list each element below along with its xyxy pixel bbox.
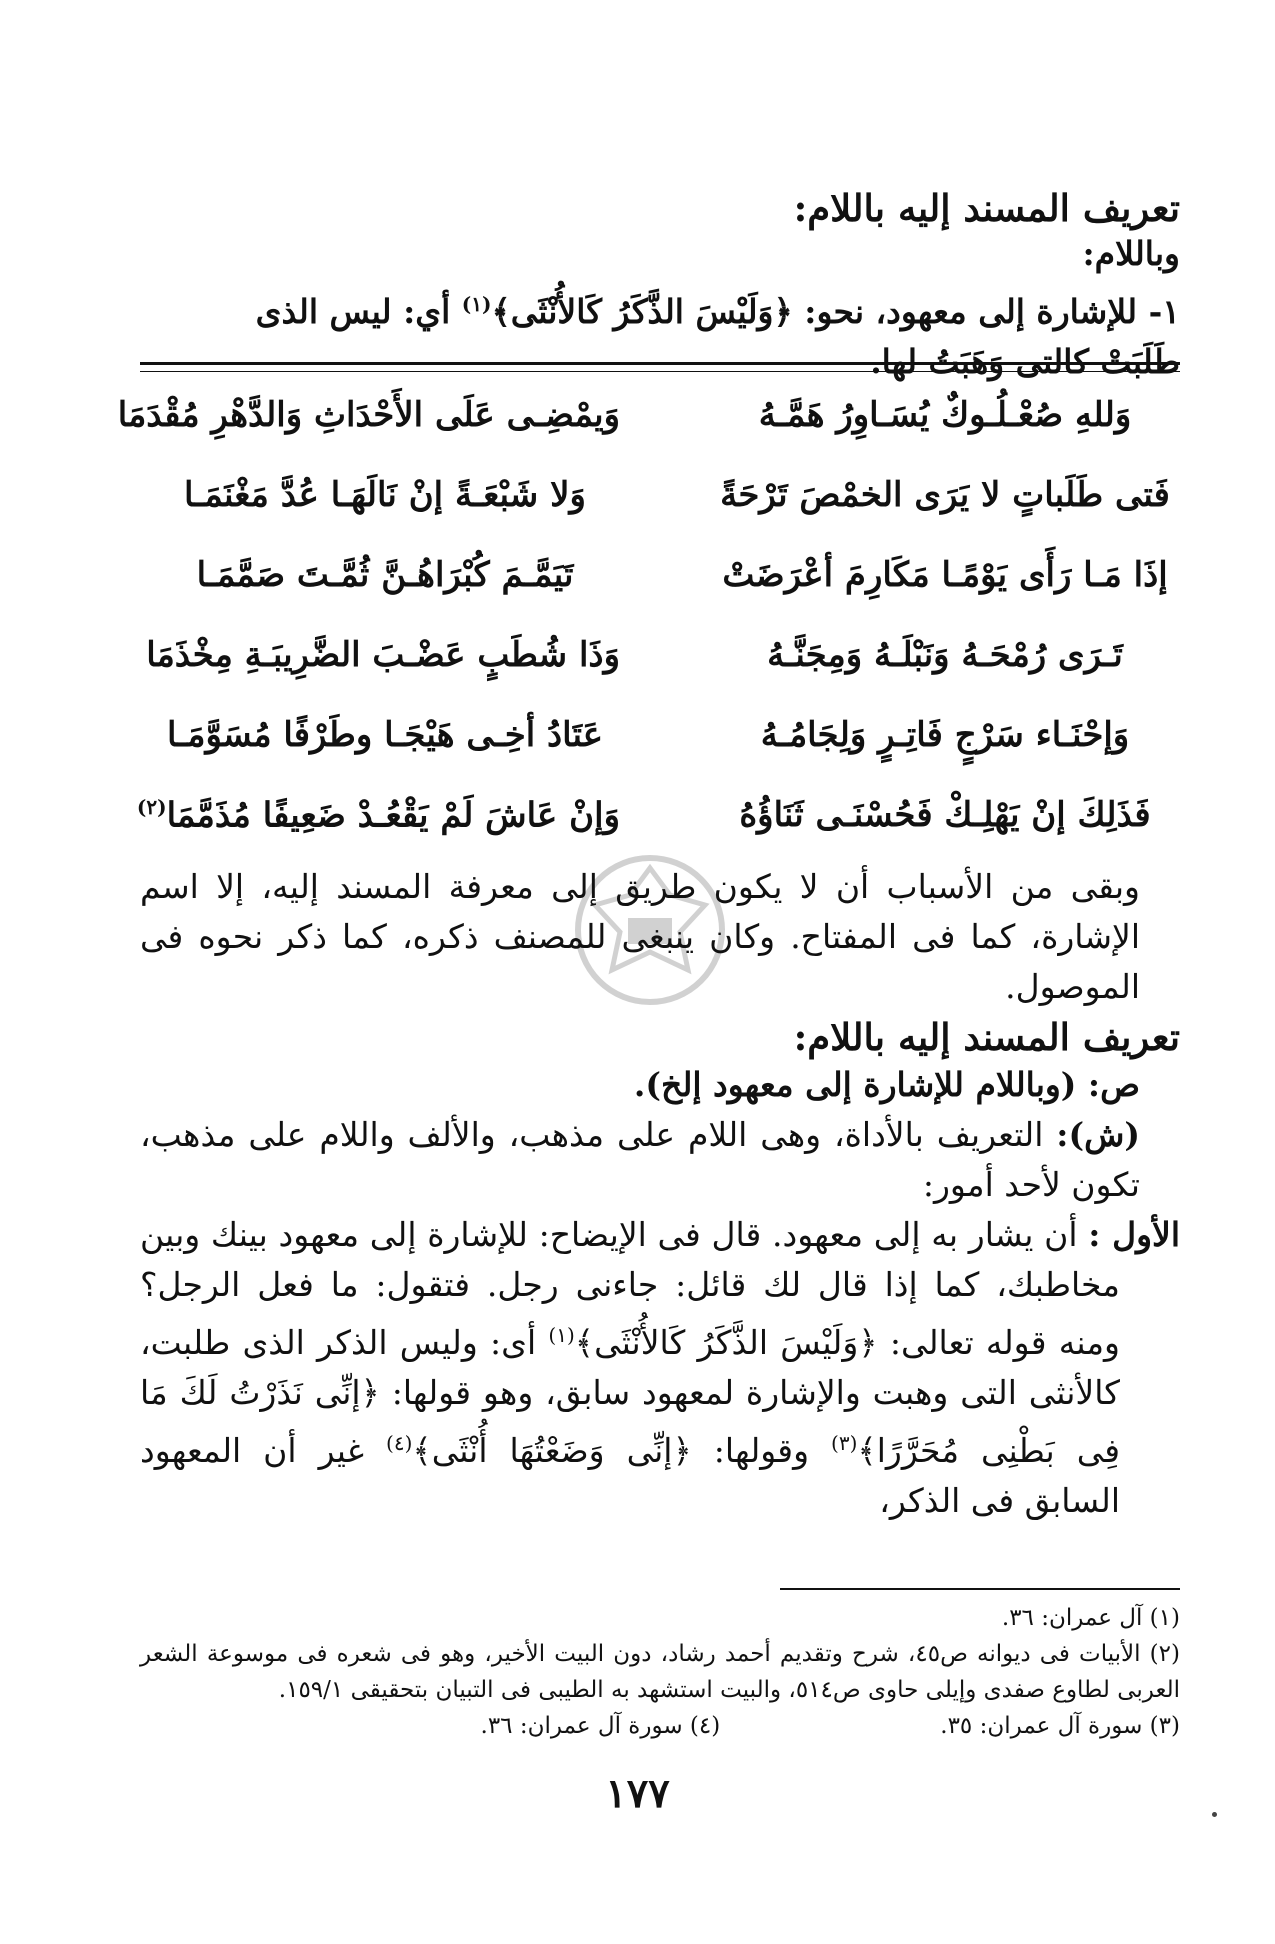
section-subtitle: وباللام:: [1082, 234, 1180, 273]
footnote-ref: (١): [461, 292, 492, 316]
sad-label: ص:: [1087, 1065, 1140, 1104]
verse-row: [146, 620, 1180, 690]
scan-speck: [1212, 1812, 1217, 1817]
section-title: تعريف المسند إليه باللام:: [793, 186, 1180, 230]
item-1-text-line2: طَلَبَتْ كالتى وَهَبَتُ لها.: [870, 342, 1180, 381]
sad-line: [140, 1060, 1180, 1110]
footnote-ref: (٤): [386, 1431, 413, 1455]
first-label: الأول :: [1088, 1215, 1181, 1254]
verse-left-hemistich: وَلا شَبْعَـةً إنْ نَالَهَـا عُدَّ مَغْنَمَـا: [184, 475, 586, 515]
shin-label: (ش):: [1056, 1115, 1140, 1154]
verse-right-hemistich: تَـرَى رُمْحَـهُ وَنَبْلَـهُ وَمِجَنَّـهُ: [767, 635, 1123, 675]
footnote-4: (٤) سورة آل عمران: ٣٦.: [480, 1713, 721, 1739]
shin-text: التعريف بالأداة، وهى اللام على مذهب، والألف واللام على مذهب، تكون لأحد أمور:: [140, 1115, 1140, 1204]
footnote-separator: [780, 1588, 1180, 1590]
verse-right-hemistich: وَإحْنَـاء سَرْجٍ فَاتِـرٍ وَلِجَامُـهُ: [760, 715, 1130, 755]
footnote-1: (١) آل عمران: ٣٦.: [1001, 1605, 1180, 1631]
verse-left-hemistich: تَيَمَّـمَ كُبْرَاهُـنَّ ثُمَّـتَ صَمَّمَـا: [196, 555, 574, 595]
footnote-ref: (٣): [831, 1431, 858, 1455]
paragraph: وبقى من الأسباب أن لا يكون طريق إلى معرفة المسند إليه، إلا اسم الإشارة، كما فى المفتاح. وكان ينبغى للمصنف ذكره، كما ذكر نحوه فى الموصول.: [140, 867, 1140, 1006]
item-1-text: ١- للإشارة إلى معهود، نحو: ﴿وَلَيْسَ الذَّكَرُ كَالأُنْثَى﴾: [491, 292, 1180, 331]
verse-row: [150, 700, 1180, 770]
footnote-ref: (١): [548, 1323, 575, 1347]
main-text: [140, 862, 1180, 1526]
footnotes: [140, 1600, 1180, 1744]
footnote-ref: (٢): [136, 794, 167, 819]
section-1: [140, 185, 1180, 387]
verse-right-hemistich: وَللهِ صُعْـلُـوكٌ يُسَـاوِرُ هَمَّـهُ: [758, 395, 1132, 435]
shin-paragraph: [140, 1110, 1180, 1210]
verse-row: [136, 780, 1180, 850]
item-1-text-end: أي: ليس الذى: [255, 292, 462, 331]
verse-left-hemistich: وَذَا شُطَبٍ عَضْـبَ الضَّرِيبَـةِ مِخْذَمَا: [146, 635, 620, 675]
verse-left-hemistich: وَيمْضِـى عَلَى الأَحْدَاثِ وَالدَّهْرِ مُقْدَمَا: [117, 395, 620, 435]
divider: [140, 362, 1180, 372]
verse-row: [150, 540, 1180, 610]
verse-row: [117, 380, 1180, 450]
footnote-2: (٢) الأبيات فى ديوانه ص٤٥، شرح وتقديم أحمد رشاد، دون البيت الأخير، وهو فى شعره فى موسوعة الشعر العربى لطاوع صفدى وإيلى حاوى ص٥١٤، والبيت استشهد به الطيبى فى التبيان بتحقيقى ١٥٩/١.: [140, 1641, 1180, 1703]
verse-row: [150, 460, 1180, 530]
verse-left-hemistich: عَتَادُ أخِـى هَيْجَـا وطَرْفًا مُسَوَّمَـا: [166, 715, 604, 755]
sad-text: (وباللام للإشارة إلى معهود إلخ).: [633, 1065, 1088, 1104]
first-paragraph: الأول : أن يشار به إلى معهود. قال فى الإيضاح: للإشارة إلى معهود بينك وبين مخاطبك، كما إذا قال لك قائل: جاءنى رجل. فتقول: ما فعل الرجل؟ ومنه قوله تعالى: ﴿وَلَيْسَ الذَّكَرُ كَالأُنْثَى﴾$^{(١)}$ أى: وليس الذكر الذى طلبت، كالأنثى التى وهبت والإشارة لمعهود سابق، وهو قولها: ﴿إنِّى نَذَرْتُ لَكَ مَا فِى بَطْنِى مُحَرَّرًا﴾$^{(٣)}$ وقولها: ﴿إنِّى وَضَعْتُهَا أُنْثَى﴾$^{(٤)}$ غير أن المعهود السابق فى الذكر،: [140, 1215, 1181, 1520]
verse-right-hemistich: فَتى طَلَباتٍ لا يَرَى الخمْصَ تَرْحَةً: [720, 475, 1170, 515]
footnote-row: [140, 1708, 1180, 1744]
page-number: ١٧٧: [605, 1770, 670, 1817]
footnote-3: (٣) سورة آل عمران: ٣٥.: [940, 1713, 1180, 1739]
section-title: تعريف المسند إليه باللام:: [793, 1015, 1180, 1059]
verse-right-hemistich: إذَا مَـا رَأَى يَوْمًـا مَكَارِمَ أعْرَضَتْ: [722, 555, 1168, 595]
verse-left-hemistich: وَإنْ عَاشَ لَمْ يَقْعُـدْ ضَعِيفًا مُذَمَّمَا$^{(٢)}$: [136, 794, 620, 836]
verse-right-hemistich: فَذَلِكَ إنْ يَهْلِـكْ فَحُسْنَـى ثَنَاؤُهُ: [739, 795, 1151, 835]
